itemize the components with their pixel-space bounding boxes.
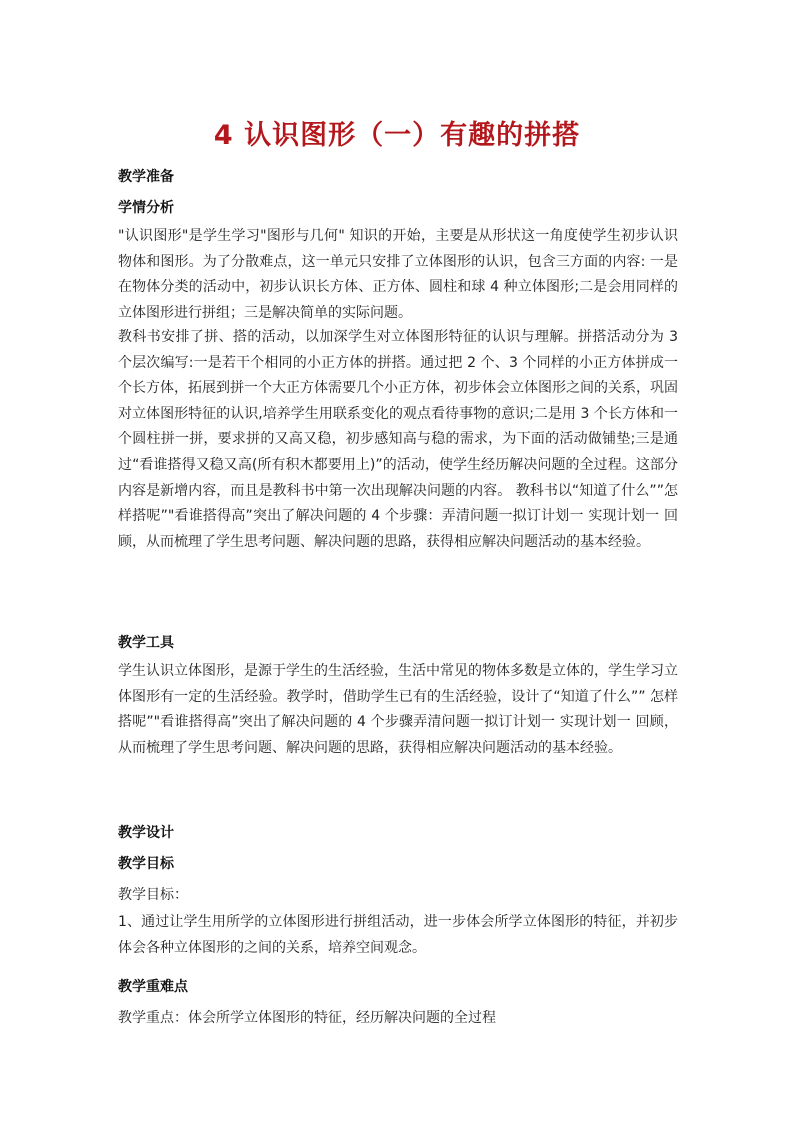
heading-teaching-goals: 教学目标 — [118, 856, 174, 872]
heading-teaching-prep: 教学准备 — [118, 169, 174, 185]
paragraph-key-points-1: 教学重点：体会所学立体图形的特征，经历解决问题的全过程 — [118, 1010, 496, 1026]
paragraph-analysis-1: "认识图形"是学生学习"图形与几何" 知识的开始，主要是从形状这一角度使学生初步认识物体和图形。为了分散难点，这一单元只安排了立体图形的认识，包含三方面的内容: 一是在物体分类的活动中，初步认识长方体、正方体、圆柱和球 4 种立体图形;二是会用同样的立体图形进行拼组；三是解决简单的实际问题。 — [118, 228, 678, 321]
goals-label: 教学目标： — [118, 887, 188, 903]
heading-key-points: 教学重难点 — [118, 979, 188, 995]
paragraph-analysis-2: 教科书安排了拼、搭的活动，以加深学生对立体图形特征的认识与理解。拼搭活动分为 3 个层次编写:一是若干个相同的小正方体的拼搭。通过把 2 个、3 个同样的小正方体拼成一个长方体，拓展到拼一个大正方体需要几个小正方体，初步体会立体图形之间的关系，巩固对立体图形特征的认识,培养学生用联系变化的观点看待事物的意识;二是用 3 个长方体和一个圆柱拼一拼，要求拼的又高又稳，初步感知高与稳的需求，为下面的活动做铺垫;三是通过“看谁搭得又稳又高(所有积木都要用上)”的活动，使学生经历解决问题的全过程。这部分内容是新增内容，而且是教科书中第一次出现解决问题的内容。 教科书以“知道了什么””怎样搭呢”"看谁搭得高”突出了解决问题的 4 个步骤：弄清问题一拟订计划一 实现计划一 回顾，从而梳理了学生思考问题、解决问题的思路，获得相应解决问题活动的基本经验。 — [118, 329, 678, 550]
paragraph-tools-1: 学生认识立体图形，是源于学生的生活经验，生活中常见的物体多数是立体的，学生学习立体图形有一定的生活经验。教学时，借助学生已有的生活经验，设计了“知道了什么”” 怎样搭呢”"看谁搭得高”突出了解决问题的 4 个步骤弄清问题一拟订计划一 实现计划一 回顾，从而梳理了学生思考问题、解决问题的思路，获得相应解决问题活动的基本经验。 — [118, 663, 678, 756]
document-title: 4 认识图形（一）有趣的拼搭 — [213, 120, 581, 151]
heading-teaching-design: 教学设计 — [118, 825, 174, 841]
heading-teaching-tools: 教学工具 — [118, 635, 174, 651]
heading-student-analysis: 学情分析 — [118, 200, 174, 216]
paragraph-goals-1: 1、通过让学生用所学的立体图形进行拼组活动，进一步体会所学立体图形的特征，并初步体会各种立体图形的之间的关系，培养空间观念。 — [118, 914, 678, 956]
